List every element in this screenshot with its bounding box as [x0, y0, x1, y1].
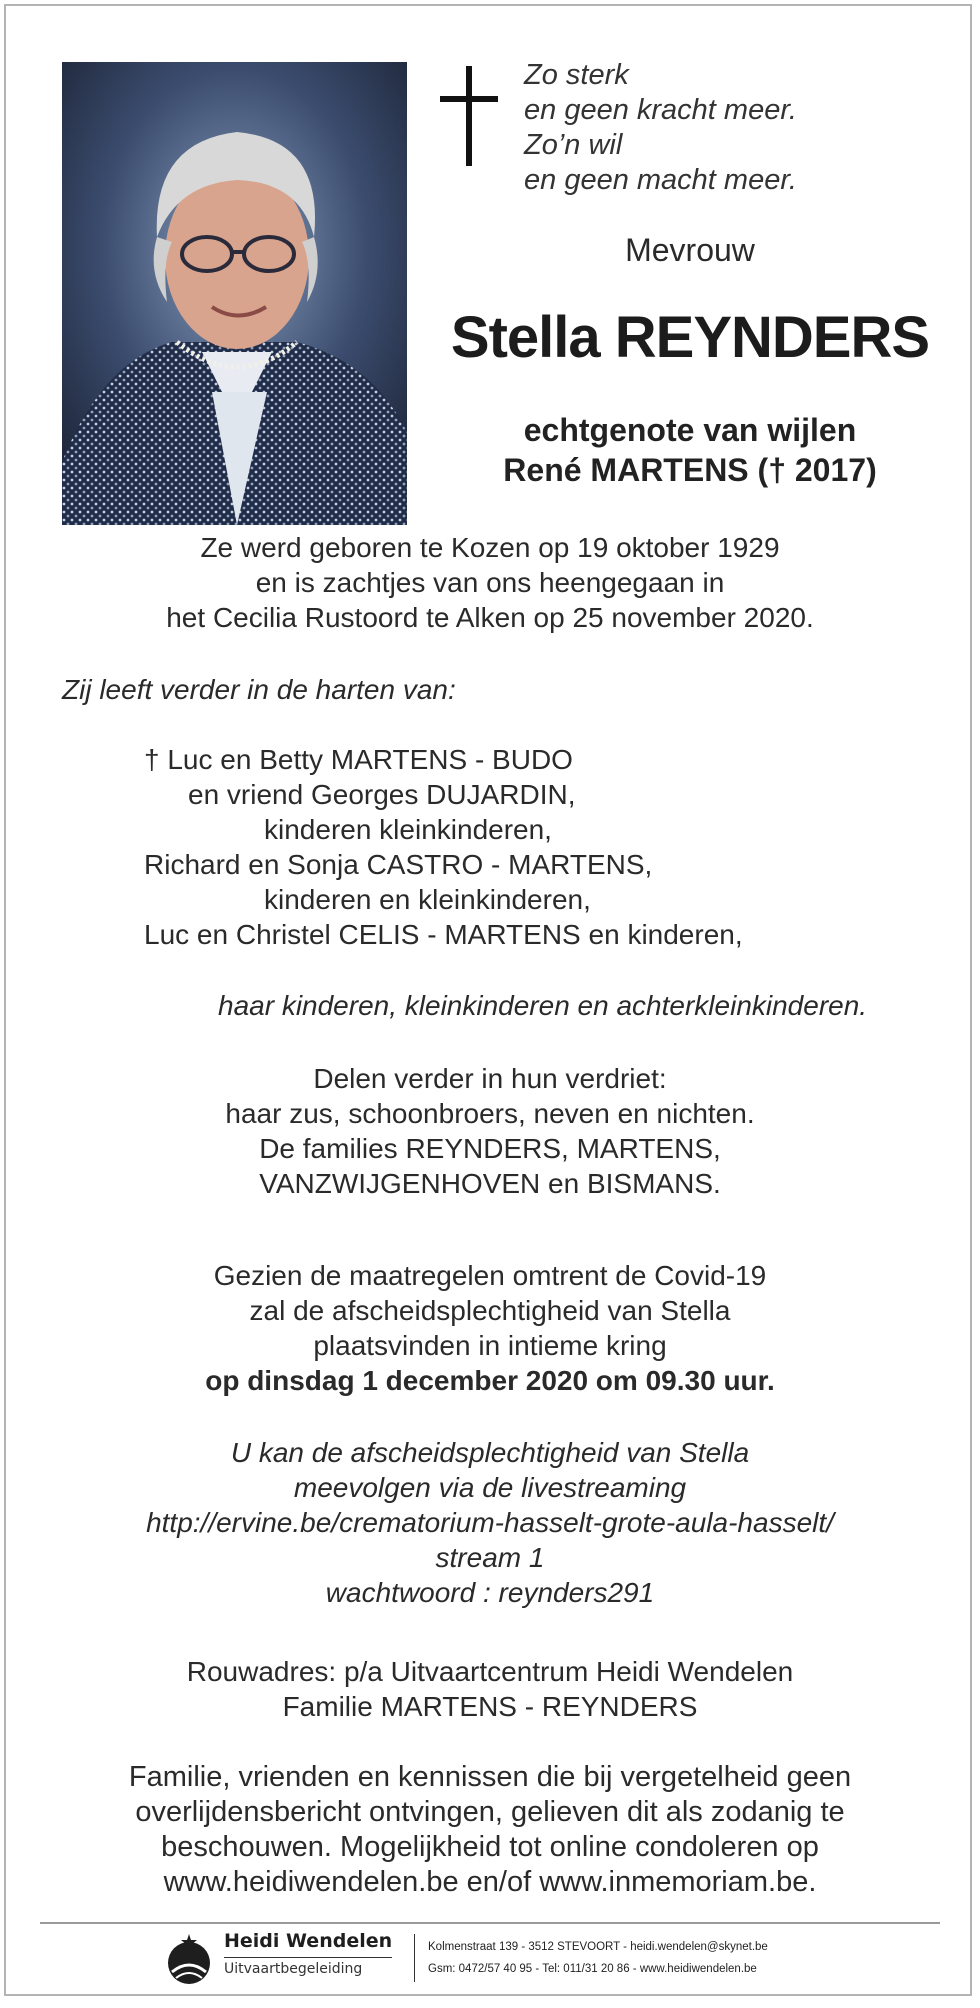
- stream-url[interactable]: http://ervine.be/crematorium-hasselt-grote-aula-hasselt/: [146, 1507, 834, 1538]
- children-line: † Luc en Betty MARTENS - BUDO: [144, 744, 573, 775]
- covid-line: Gezien de maatregelen omtrent de Covid-19: [213, 1260, 767, 1291]
- children-line: kinderen kleinkinderen,: [264, 814, 552, 845]
- stream-password: wachtwoord : reynders291: [325, 1577, 655, 1608]
- children-line: en vriend Georges DUJARDIN,: [188, 779, 576, 810]
- covid-line: plaatsvinden in intieme kring: [313, 1330, 667, 1361]
- contact-line[interactable]: Gsm: 0472/57 40 95 - Tel: 011/31 20 86 - www.heidiwendelen.be: [428, 1963, 757, 1975]
- footer-separator: [414, 1934, 415, 1982]
- contact-line[interactable]: Kolmenstraat 139 - 3512 STEVOORT - heidi.wendelen@skynet.be: [428, 1941, 768, 1953]
- birth-line: Ze werd geboren te Kozen op 19 oktober 1929: [200, 532, 780, 563]
- stream-line: stream 1: [435, 1542, 545, 1573]
- brand: [224, 1930, 392, 1977]
- logo-icon: [166, 1932, 212, 1986]
- birth-line: en is zachtjes van ons heengegaan in: [255, 567, 725, 598]
- children-line: Luc en Christel CELIS - MARTENS en kinderen,: [144, 919, 743, 950]
- mourning-address: [6, 1654, 974, 1724]
- survived-intro: Zij leeft verder in de harten van:: [62, 674, 456, 705]
- children-line: kinderen en kleinkinderen,: [264, 884, 591, 915]
- poem-line: Zo sterk: [524, 59, 629, 91]
- obituary-card: [4, 4, 972, 1996]
- children-list: [144, 742, 743, 952]
- share-line: VANZWIJGENHOVEN en BISMANS.: [259, 1168, 721, 1199]
- poem-line: en geen macht meer.: [524, 164, 797, 196]
- descendants-line: haar kinderen, kleinkinderen en achterkleinkinderen.: [218, 990, 868, 1021]
- contact-info: [428, 1936, 768, 1980]
- address-line: Familie MARTENS - REYNDERS: [282, 1691, 698, 1722]
- funeral-home-footer: [166, 1924, 826, 1992]
- livestream-info: [6, 1435, 974, 1610]
- poem: [524, 58, 797, 198]
- children-line: Richard en Sonja CASTRO - MARTENS,: [144, 849, 653, 880]
- note-line: overlijdensbericht ontvingen, gelieven dit als zodanig te: [135, 1796, 845, 1828]
- spouse-line: echtgenote van wijlen: [523, 412, 857, 448]
- note-line: beschouwen. Mogelijkheid tot online condoleren op: [161, 1831, 819, 1863]
- condolence-note: [6, 1760, 974, 1900]
- share-line: haar zus, schoonbroers, neven en nichten.: [225, 1098, 755, 1129]
- stream-line: meevolgen via de livestreaming: [293, 1472, 687, 1503]
- salutation: Mevrouw: [625, 232, 755, 268]
- poem-line: en geen kracht meer.: [524, 94, 797, 126]
- address-line: Rouwadres: p/a Uitvaartcentrum Heidi Wendelen: [186, 1656, 794, 1687]
- birth-line: het Cecilia Rustoord te Alken op 25 november 2020.: [166, 602, 814, 633]
- spouse-info: [440, 410, 940, 490]
- poem-line: Zo’n wil: [524, 129, 623, 161]
- note-line[interactable]: www.heidiwendelen.be en/of www.inmemoriam.be.: [163, 1866, 817, 1898]
- portrait-photo: [62, 62, 407, 525]
- share-line: Delen verder in hun verdriet:: [313, 1063, 667, 1094]
- sharing-grief: [6, 1061, 974, 1201]
- ceremony-date: op dinsdag 1 december 2020 om 09.30 uur.: [205, 1365, 775, 1396]
- brand-name: Heidi Wendelen: [224, 1930, 393, 1952]
- brand-subtitle: Uitvaartbegeleiding: [224, 1957, 392, 1977]
- cross-icon: [440, 66, 498, 166]
- stream-line: U kan de afscheidsplechtigheid van Stella: [230, 1437, 750, 1468]
- covid-line: zal de afscheidsplechtigheid van Stella: [249, 1295, 731, 1326]
- note-line: Familie, vrienden en kennissen die bij vergetelheid geen: [128, 1761, 852, 1793]
- ceremony-info: [6, 1258, 974, 1398]
- deceased-name: Stella REYNDERS: [450, 305, 930, 370]
- birth-death-info: [6, 530, 974, 635]
- share-line: De families REYNDERS, MARTENS,: [259, 1133, 721, 1164]
- spouse-line: René MARTENS († 2017): [503, 452, 877, 488]
